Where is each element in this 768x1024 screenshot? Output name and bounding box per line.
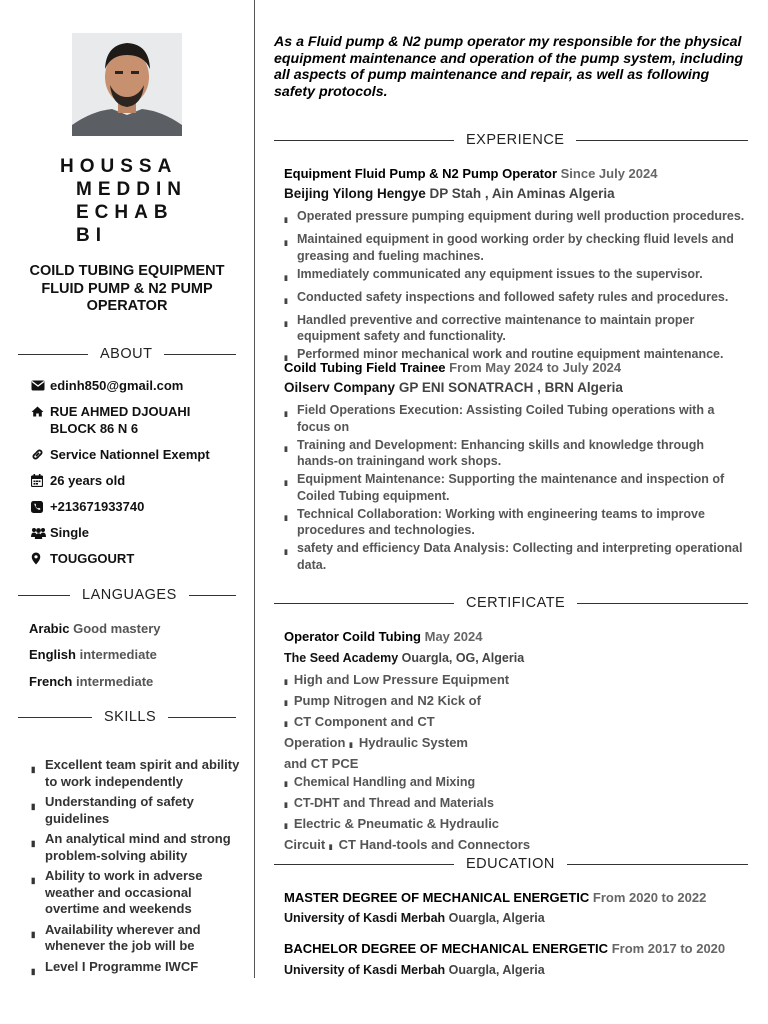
duty-item	[284, 312, 754, 345]
topic-line	[284, 734, 574, 755]
contact-address	[31, 403, 216, 437]
degree-title	[284, 890, 706, 906]
duty-text: Conducted safety inspections and followed safety rules and procedures.	[297, 289, 729, 304]
education-heading-text: EDUCATION	[466, 856, 555, 872]
bullet-icon: ▮	[284, 802, 288, 809]
duty-item	[284, 266, 754, 288]
heading-rule	[164, 354, 236, 355]
degree-title	[284, 941, 725, 957]
job-dates: Since July 2024	[560, 166, 658, 181]
language-name: English	[29, 647, 76, 662]
duty-item	[284, 231, 754, 264]
job-title-text: Equipment Fluid Pump & N2 Pump Operator	[284, 166, 558, 181]
heading-rule	[567, 864, 748, 865]
duty-item	[284, 437, 744, 470]
topic-line	[284, 794, 574, 815]
certificate-title	[284, 629, 482, 645]
certificate-org	[284, 650, 524, 666]
topic-line	[284, 755, 574, 773]
bullet-icon: ▮	[284, 781, 288, 788]
duty-item	[284, 402, 744, 435]
skill-text: Availability wherever and whenever the job will be	[45, 921, 201, 953]
language-item	[29, 621, 161, 637]
certificate-heading-text: CERTIFICATE	[466, 595, 566, 611]
address-text: RUE AHMED DJOUAHI BLOCK 86 N 6	[50, 404, 191, 436]
bullet-icon: ▮	[284, 700, 288, 707]
duty-text: Operated pressure pumping equipment during well production procedures.	[297, 209, 745, 223]
certificate-heading	[274, 595, 748, 611]
duty-text: Handled preventive and corrective maintenance to maintain proper equipment safety and functionality.	[297, 312, 695, 343]
topic-text: Circuit	[284, 837, 326, 852]
heading-rule	[189, 595, 236, 596]
service-text: Service Nationnel Exempt	[50, 447, 210, 462]
duty-item	[284, 208, 754, 230]
company-location: GP ENI SONATRACH , BRN Algeria	[398, 380, 623, 395]
topic-text: Hydraulic System	[358, 735, 468, 750]
heading-rule	[18, 354, 88, 355]
school-location: Ouargla, Algeria	[448, 911, 545, 925]
bullet-icon: ▮	[284, 823, 288, 830]
bullet-icon: ▮	[31, 929, 36, 939]
name-line: HOUSSA	[60, 156, 178, 177]
skill-item	[31, 868, 246, 918]
bullet-icon: ▮	[31, 876, 36, 885]
bullet-icon: ▮	[284, 297, 288, 305]
skill-text: Understanding of safety guidelines	[45, 794, 194, 826]
bullet-icon: ▮	[284, 514, 288, 522]
name-line: BI	[76, 225, 107, 246]
language-name: French	[29, 674, 73, 689]
topic-text: CT Hand-tools and Connectors	[338, 837, 531, 852]
topic-text: Pump Nitrogen and N2 Kick of	[293, 693, 481, 708]
experience-heading-text: EXPERIENCE	[466, 132, 565, 148]
topic-line	[284, 671, 574, 692]
duty-text: Training and Development: Enhancing skills and knowledge through hands-on trainingand work shops.	[297, 437, 704, 468]
language-name: Arabic	[29, 621, 70, 636]
topic-text: CT-DHT and Thread and Materials	[293, 796, 494, 810]
job-duties-list	[284, 402, 744, 575]
certificate-location: Ouargla, OG, Algeria	[401, 651, 525, 665]
contact-phone	[31, 498, 144, 515]
bullet-icon: ▮	[31, 765, 36, 774]
heading-rule	[18, 595, 70, 596]
duty-item	[284, 471, 744, 504]
phone-text: +213671933740	[50, 499, 145, 514]
languages-heading	[18, 587, 236, 603]
contact-service	[31, 446, 210, 463]
duty-text: safety and efficiency Data Analysis: Collecting and interpreting operational data.	[297, 541, 743, 572]
bullet-icon: ▮	[284, 480, 288, 487]
school-name: University of Kasdi Merbah	[284, 911, 446, 925]
topic-text: High and Low Pressure Equipment	[293, 672, 510, 687]
bullet-icon: ▮	[31, 839, 36, 848]
company-name: Oilserv Company	[284, 380, 396, 395]
bullet-icon: ▮	[328, 844, 333, 851]
bullet-icon: ▮	[349, 742, 353, 749]
home-icon	[31, 403, 50, 420]
languages-heading-text: LANGUAGES	[82, 587, 177, 603]
bullet-icon: ▮	[284, 679, 288, 686]
heading-rule	[576, 140, 748, 141]
contact-city	[31, 550, 134, 567]
school-name: University of Kasdi Merbah	[284, 963, 446, 977]
email-text: edinh850@gmail.com	[50, 378, 184, 393]
topic-line	[284, 773, 574, 794]
experience-heading	[274, 132, 748, 148]
intro-summary: As a Fluid pump & N2 pump operator my responsible for the physical equipment maintenance and operation of the pump system, including all aspects of pump maintenance and repair, as well as following safety protocols.	[274, 34, 744, 100]
degree-dates: From 2020 to 2022	[592, 890, 707, 905]
degree-school	[284, 910, 545, 926]
topic-text: Electric & Pneumatic & Hydraulic	[293, 816, 500, 831]
bullet-icon: ▮	[284, 240, 288, 247]
skill-text: An analytical mind and strong problem-solving ability	[45, 831, 231, 863]
skill-item	[31, 922, 246, 955]
bullet-icon: ▮	[284, 549, 288, 556]
topic-text: Chemical Handling and Mixing	[293, 775, 476, 789]
skill-text: Level I Programme IWCF	[45, 958, 199, 974]
job-title-text: Coild Tubing Field Trainee	[284, 360, 446, 375]
job-role: COILD TUBING EQUIPMENT FLUID PUMP & N2 PUMP OPERATOR	[29, 263, 225, 314]
skills-heading	[18, 709, 236, 725]
heading-rule	[18, 717, 92, 718]
duty-text: Maintained equipment in good working order by checking fluid levels and greasing and fueling machines.	[297, 232, 734, 263]
topic-text: CT Component and CT	[293, 714, 435, 729]
about-heading	[18, 346, 236, 362]
heading-rule	[274, 864, 454, 865]
skills-list	[31, 757, 246, 984]
topic-text: Operation	[284, 735, 346, 750]
skill-text: Excellent team spirit and ability to work independently	[45, 757, 240, 789]
duty-item	[284, 540, 744, 573]
topic-line	[284, 815, 574, 836]
certificate-topics	[284, 671, 574, 857]
degree-dates: From 2017 to 2020	[611, 941, 726, 956]
bullet-icon: ▮	[284, 355, 288, 362]
job-title	[284, 166, 657, 182]
duty-item	[284, 506, 744, 539]
phone-icon	[31, 498, 50, 515]
company-location: DP Stah , Ain Aminas Algeria	[429, 186, 615, 201]
bullet-icon: ▮	[284, 721, 288, 728]
certificate-dates: May 2024	[424, 629, 483, 644]
degree-school	[284, 962, 545, 978]
language-level: intermediate	[75, 674, 154, 689]
heading-rule	[168, 717, 236, 718]
heading-rule	[577, 603, 748, 604]
job-company	[284, 380, 623, 396]
bullet-icon: ▮	[31, 802, 36, 811]
language-item	[29, 674, 153, 690]
location-pin-icon	[31, 550, 50, 567]
duty-text: Immediately communicated any equipment issues to the supervisor.	[297, 266, 703, 281]
contact-status	[31, 524, 89, 541]
company-name: Beijing Yilong Hengye	[284, 186, 426, 201]
city-text: TOUGGOURT	[50, 551, 135, 566]
contact-age	[31, 472, 125, 489]
profile-photo	[72, 33, 182, 136]
heading-rule	[274, 603, 454, 604]
candidate-name	[60, 155, 240, 247]
about-heading-text: ABOUT	[100, 346, 153, 362]
education-heading	[274, 856, 748, 872]
degree-name: BACHELOR DEGREE OF MECHANICAL ENERGETIC	[284, 941, 609, 956]
duty-text: Performed minor mechanical work and routine equipment maintenance.	[297, 347, 724, 361]
topic-line	[284, 692, 574, 713]
bullet-icon: ▮	[284, 217, 288, 224]
name-line: ECHAB	[76, 202, 174, 223]
heading-rule	[274, 140, 454, 141]
skill-item	[31, 794, 246, 827]
people-icon	[31, 524, 50, 541]
skill-item	[31, 757, 246, 790]
bullet-icon: ▮	[284, 320, 288, 328]
duty-text: Technical Collaboration: Working with engineering teams to improve procedures and technologies.	[297, 506, 705, 537]
job-company	[284, 186, 615, 202]
school-location: Ouargla, Algeria	[448, 963, 545, 977]
language-item	[29, 647, 157, 663]
topic-text: and CT PCE	[284, 756, 359, 771]
job-duties-list	[284, 208, 754, 369]
language-level: Good mastery	[73, 621, 161, 636]
skill-text: Ability to work in adverse weather and occasional overtime and weekends	[45, 868, 203, 916]
skill-item	[31, 959, 246, 981]
duty-item	[284, 289, 754, 311]
bullet-icon: ▮	[284, 445, 288, 453]
skills-heading-text: SKILLS	[104, 709, 157, 725]
link-icon	[31, 446, 50, 463]
bullet-icon: ▮	[284, 274, 288, 282]
age-text: 26 years old	[50, 473, 126, 488]
degree-name: MASTER DEGREE OF MECHANICAL ENERGETIC	[284, 890, 590, 905]
job-dates: From May 2024 to July 2024	[449, 360, 622, 375]
certificate-title-text: Operator Coild Tubing	[284, 629, 421, 644]
language-level: intermediate	[79, 647, 157, 662]
job-title	[284, 360, 621, 376]
envelope-icon	[31, 377, 50, 394]
skill-item	[31, 831, 246, 864]
contact-email	[31, 377, 183, 394]
certificate-org-name: The Seed Academy	[284, 651, 399, 665]
topic-line	[284, 713, 574, 734]
calendar-icon	[31, 472, 50, 489]
status-text: Single	[50, 525, 90, 540]
name-line: MEDDIN	[76, 179, 187, 200]
bullet-icon: ▮	[31, 966, 36, 976]
duty-text: Equipment Maintenance: Supporting the maintenance and inspection of Coiled Tubing equipment.	[297, 472, 725, 503]
topic-line	[284, 836, 574, 857]
duty-text: Field Operations Execution: Assisting Coiled Tubing operations with a focus on	[297, 403, 715, 434]
bullet-icon: ▮	[284, 411, 288, 418]
